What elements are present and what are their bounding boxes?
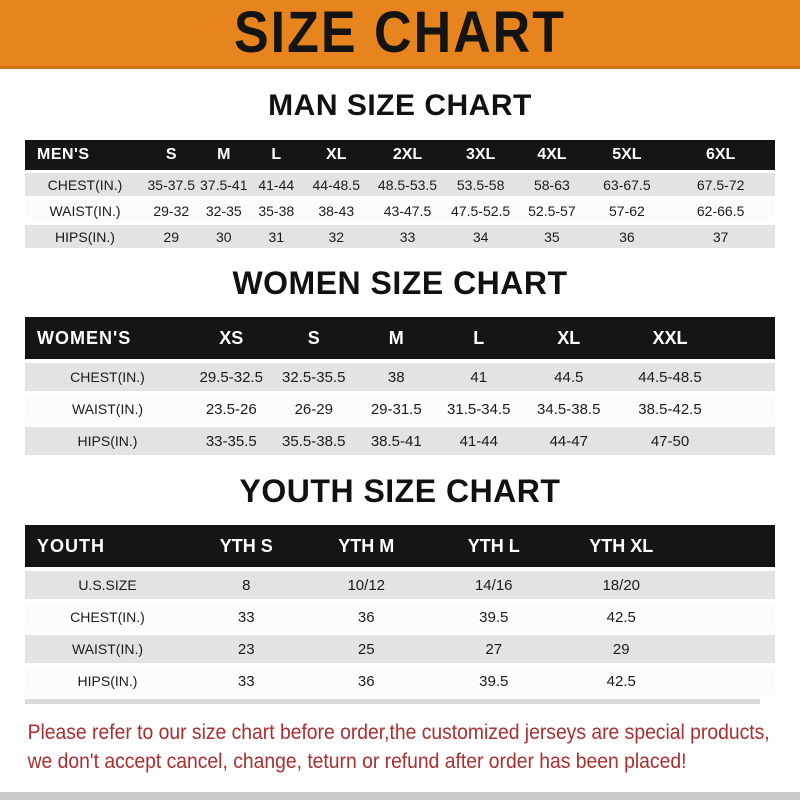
size-cell: 47-50 (618, 427, 723, 455)
size-cell: 39.5 (430, 667, 558, 695)
table-row (25, 667, 775, 695)
size-cell: 38-43 (303, 199, 371, 222)
women-section-heading: WOMEN SIZE CHART (232, 265, 568, 301)
table-row (25, 225, 775, 248)
row-label: WAIST(IN.) (25, 199, 145, 222)
row-label: WAIST(IN.) (25, 395, 190, 423)
size-cell: 27 (430, 635, 558, 663)
footer-line-1: Please refer to our size chart before order,the customized jerseys are special products, (27, 721, 770, 744)
table-row (25, 635, 775, 663)
table-row (25, 363, 775, 391)
women-band-label: WOMEN'S (25, 317, 190, 359)
spacer-cell (723, 395, 776, 423)
men-size-header: XL (303, 140, 371, 170)
women-size-header: L (438, 317, 521, 359)
table-row (25, 173, 775, 196)
size-cell: 29.5-32.5 (190, 363, 273, 391)
size-cell: 32 (303, 225, 371, 248)
size-cell: 44.5 (520, 363, 618, 391)
size-cell: 35.5-38.5 (273, 427, 356, 455)
men-header-row (25, 140, 775, 170)
size-cell: 32-35 (198, 199, 251, 222)
size-cell: 41-44 (250, 173, 303, 196)
size-cell: 36 (588, 225, 667, 248)
spacer-cell (723, 317, 776, 359)
size-cell: 29 (558, 635, 686, 663)
size-cell: 31.5-34.5 (438, 395, 521, 423)
row-label: WAIST(IN.) (25, 635, 190, 663)
size-cell: 29-31.5 (355, 395, 438, 423)
youth-band-label: YOUTH (25, 525, 190, 567)
size-cell: 34.5-38.5 (520, 395, 618, 423)
size-cell: 33 (190, 667, 303, 695)
spacer-cell (685, 571, 775, 599)
page-title: SIZE CHART (234, 0, 566, 66)
men-size-header: S (145, 140, 198, 170)
size-cell: 33 (370, 225, 445, 248)
size-cell: 37.5-41 (198, 173, 251, 196)
youth-section-heading: YOUTH SIZE CHART (239, 473, 561, 509)
size-cell: 42.5 (558, 667, 686, 695)
men-band-label: MEN'S (25, 140, 145, 170)
table-row (25, 603, 775, 631)
size-cell: 42.5 (558, 603, 686, 631)
size-cell: 67.5-72 (666, 173, 775, 196)
size-cell: 25 (303, 635, 431, 663)
table-row (25, 427, 775, 455)
size-cell: 34 (445, 225, 516, 248)
size-cell: 52.5-57 (516, 199, 587, 222)
women-size-table (25, 313, 775, 459)
table-row (25, 395, 775, 423)
size-cell: 23 (190, 635, 303, 663)
size-cell: 29 (145, 225, 198, 248)
spacer-cell (685, 667, 775, 695)
row-label: HIPS(IN.) (25, 667, 190, 695)
size-cell: 31 (250, 225, 303, 248)
size-chart-title-bar (0, 0, 800, 69)
size-cell: 32.5-35.5 (273, 363, 356, 391)
youth-header-row (25, 525, 775, 567)
men-size-header: 2XL (370, 140, 445, 170)
footer-line-2: we don't accept cancel, change, teturn or refund after order has been placed! (27, 750, 687, 773)
row-label: CHEST(IN.) (25, 173, 145, 196)
women-size-header: S (273, 317, 356, 359)
youth-size-header: YTH XL (558, 525, 686, 567)
men-size-header: 5XL (588, 140, 667, 170)
size-cell: 41-44 (438, 427, 521, 455)
size-cell: 29-32 (145, 199, 198, 222)
row-label: CHEST(IN.) (25, 603, 190, 631)
size-cell: 39.5 (430, 603, 558, 631)
youth-size-header: YTH L (430, 525, 558, 567)
size-cell: 58-63 (516, 173, 587, 196)
men-size-header: 4XL (516, 140, 587, 170)
row-label: HIPS(IN.) (25, 225, 145, 248)
women-size-header: M (355, 317, 438, 359)
women-header-row (25, 317, 775, 359)
bottom-gray-band (0, 792, 800, 800)
men-size-header: M (198, 140, 251, 170)
size-cell: 10/12 (303, 571, 431, 599)
men-size-header: 3XL (445, 140, 516, 170)
size-cell: 62-66.5 (666, 199, 775, 222)
youth-size-header: YTH M (303, 525, 431, 567)
size-cell: 36 (303, 603, 431, 631)
size-cell: 53.5-58 (445, 173, 516, 196)
size-cell: 38.5-41 (355, 427, 438, 455)
spacer-cell (685, 525, 775, 567)
footer-note (0, 718, 770, 776)
women-size-header: XL (520, 317, 618, 359)
size-cell: 26-29 (273, 395, 356, 423)
size-cell: 47.5-52.5 (445, 199, 516, 222)
row-label: CHEST(IN.) (25, 363, 190, 391)
men-size-header: L (250, 140, 303, 170)
size-cell: 23.5-26 (190, 395, 273, 423)
spacer-cell (685, 603, 775, 631)
table-row (25, 571, 775, 599)
men-size-header: 6XL (666, 140, 775, 170)
size-cell: 57-62 (588, 199, 667, 222)
size-cell: 38 (355, 363, 438, 391)
table-row (25, 199, 775, 222)
spacer-cell (685, 635, 775, 663)
row-label: HIPS(IN.) (25, 427, 190, 455)
size-cell: 41 (438, 363, 521, 391)
youth-table-bottom-edge (25, 699, 760, 704)
youth-size-header: YTH S (190, 525, 303, 567)
size-cell: 14/16 (430, 571, 558, 599)
men-size-table (25, 137, 775, 251)
size-cell: 36 (303, 667, 431, 695)
size-cell: 8 (190, 571, 303, 599)
youth-size-table (25, 521, 775, 699)
size-cell: 43-47.5 (370, 199, 445, 222)
size-cell: 44.5-48.5 (618, 363, 723, 391)
women-size-header: XS (190, 317, 273, 359)
size-cell: 30 (198, 225, 251, 248)
size-cell: 35 (516, 225, 587, 248)
size-cell: 18/20 (558, 571, 686, 599)
size-cell: 63-67.5 (588, 173, 667, 196)
size-cell: 35-37.5 (145, 173, 198, 196)
size-cell: 35-38 (250, 199, 303, 222)
size-cell: 37 (666, 225, 775, 248)
women-size-header: XXL (618, 317, 723, 359)
size-cell: 38.5-42.5 (618, 395, 723, 423)
spacer-cell (723, 427, 776, 455)
size-cell: 33-35.5 (190, 427, 273, 455)
size-cell: 44-48.5 (303, 173, 371, 196)
row-label: U.S.SIZE (25, 571, 190, 599)
spacer-cell (723, 363, 776, 391)
size-cell: 44-47 (520, 427, 618, 455)
size-cell: 48.5-53.5 (370, 173, 445, 196)
size-cell: 33 (190, 603, 303, 631)
men-section-heading: MAN SIZE CHART (268, 89, 532, 122)
